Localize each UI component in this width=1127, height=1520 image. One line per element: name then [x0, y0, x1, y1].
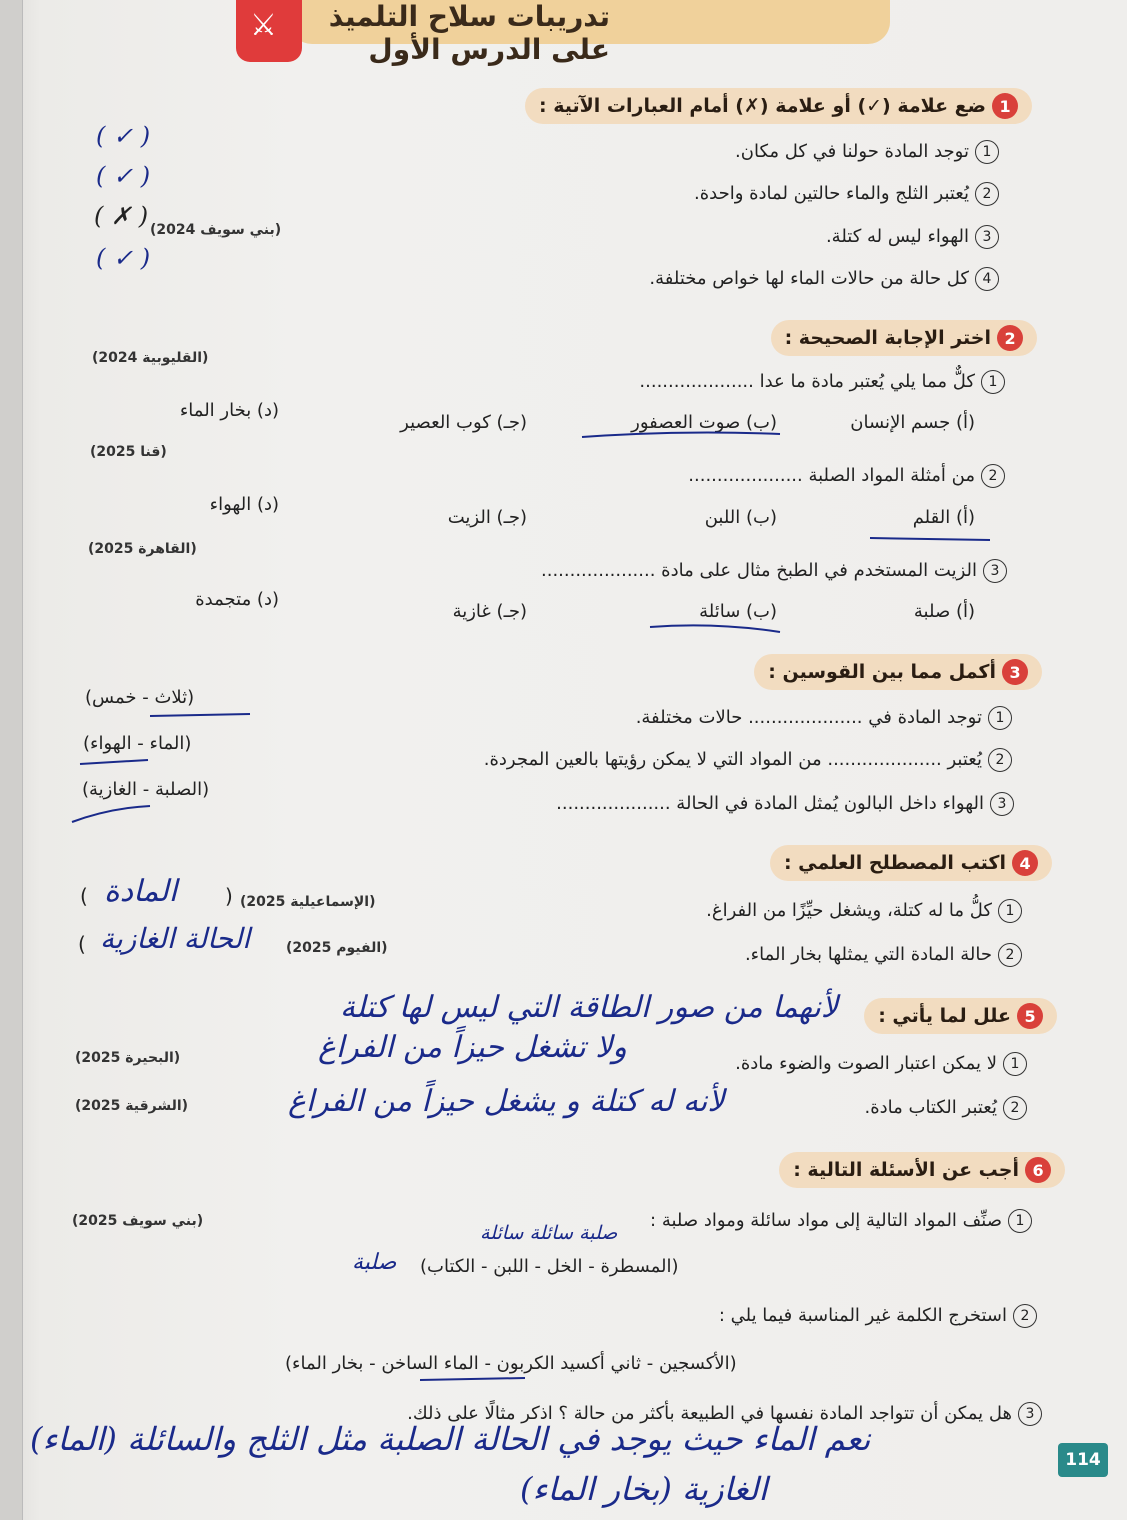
s2-q2-option-a: (أ) القلم [912, 507, 975, 528]
section-title: أجب عن الأسئلة التالية : [793, 1159, 1019, 1181]
s2-q2-source: (قنا 2025) [90, 444, 167, 460]
underline-s2q2-a [870, 538, 990, 540]
s6-q1-source: (بني سويف 2025) [72, 1213, 204, 1229]
s6-q1-hand-after: صلبة [352, 1250, 397, 1275]
s2-q3: 3الزيت المستخدم في الطبخ مثال على مادة .................... [541, 559, 1007, 583]
s6-q2: 2استخرج الكلمة غير المناسبة فيما يلي : [719, 1304, 1037, 1328]
section-number: 1 [992, 93, 1018, 119]
s2-q1-option-c: (جـ) كوب العصير [400, 412, 527, 433]
s3-choices-2: (الماء - الهواء) [83, 733, 192, 754]
s2-q1-option-d: (د) بخار الماء [179, 400, 279, 421]
s1-source-3: (بني سويف 2024) [150, 222, 282, 238]
s5-item-2: 2يُعتبر الكتاب مادة. [864, 1096, 1027, 1120]
s2-q1-source: (القليوبية 2024) [92, 350, 209, 366]
team-icon: ⚔ [250, 8, 277, 43]
s4-source-1: (الإسماعيلية 2025) [240, 894, 376, 910]
s1-answer-2: ( ✓ ) [96, 162, 151, 190]
s2-q2-option-c: (جـ) الزيت [447, 507, 527, 528]
underline-s2q3-b [650, 625, 780, 632]
underline-s3-1 [150, 714, 250, 716]
s3-choices-1: (ثلاث - خمس) [85, 687, 195, 708]
s1-item-3: 3الهواء ليس له كتلة. [826, 225, 999, 249]
page-title: تدريبات سلاح التلميذ على الدرس الأول [328, 0, 610, 66]
s2-q2-option-d: (د) الهواء [209, 494, 279, 515]
s6-q1-list: (المسطرة - الخل - اللبن - الكتاب) [420, 1256, 679, 1277]
s3-choices-3: (الصلبة - الغازية) [82, 779, 210, 800]
s5-answer-1: ولا تشغل حيزاً من الفراغ [318, 1030, 627, 1065]
s5-handwritten-answer-top: لأنهما من صور الطاقة التي ليس لها كتلة [340, 990, 838, 1025]
s5-answer-2: لأنه له كتلة و يشغل حيزاً من الفراغ [288, 1084, 725, 1119]
underline-s2q1-b [582, 433, 780, 437]
s2-q1: 1كلٌّ مما يلي يُعتبر مادة ما عدا .................... [639, 370, 1005, 394]
textbook-page: تدريبات سلاح التلميذ على الدرس الأول ⚔ 1 ضع علامة (✓) أو علامة (✗) أمام العبارات الآتية : 1توجد المادة حولنا في كل مكان. 2يُعتبر الثلج والماء حالتين لمادة واحدة. 3الهواء ليس له كتلة. 4كل حالة من حالات الماء لها خواص مختلفة. ( ✓ ) ( ✓ ) (بني سويف 2024) ( ✗ ) ( ✓ ) 2 اختر الإجابة الصحيحة : 1كلٌّ مما يلي يُعتبر مادة ما عدا .................... (القليوبية 2024) (أ) جسم الإنسان (ب) صوت العصفور (جـ) كوب العصير (د) بخار الماء 2من أمثلة المواد الصلبة .................... (قنا 2025) (أ) القلم (ب) اللبن (جـ) الزيت (د) الهواء 3الزيت المستخدم في الطبخ مثال على مادة .................... (القاهرة 2025) (أ) صلبة (ب) سائلة (جـ) غازية (د) متجمدة 3 أكمل مما بين القوسين : 1توجد المادة في .................... حالات مختلفة. 2يُعتبر .................... من المواد التي لا يمكن رؤيتها بالعين المجردة. 3الهواء داخل البالون يُمثل المادة في الحالة .................... (ثلاث - خمس) (الماء - الهواء) (الصلبة - الغازية) 4 اكتب المصطلح العلمي : 1كلُّ ما له كتلة، ويشغل حيِّزًا من الفراغ. 2حالة المادة التي يمثلها بخار الماء. (الإسماعيلية 2025) (الفيوم 2025) المادة الحالة الغازية ( ) ( 5 علل لما يأتي : لأنهما من صور الطاقة التي ليس لها كتلة 1لا يمكن اعتبار الصوت والضوء مادة. ولا تشغل حيزاً من الفراغ (البحيرة 2025) 2يُعتبر الكتاب مادة. لأنه له كتلة و يشغل حيزاً من الفراغ (الشرقية 2025) 6 أجب عن الأسئلة التالية : 1صنِّف المواد التالية إلى مواد سائلة ومواد صلبة : (بني سويف 2025) صلبة سائلة سائلة (المسطرة - الخل - اللبن - الكتاب) صلبة 2استخرج الكلمة غير المناسبة فيما يلي : (الأكسجين - ثاني أكسيد الكربون - الماء الساخن - بخار الماء) 3هل يمكن أن تتواجد المادة نفسها في الطبيعة بأكثر من حالة ؟ اذكر مثالًا على ذلك. نعم الماء حيث يوجد في الحالة الصلبة مثل الثلج والسائلة (الماء) الغازية (بخار الماء) 114 [0, 0, 1127, 1520]
section-number: 6 [1025, 1157, 1051, 1183]
s5-item-1: 1لا يمكن اعتبار الصوت والضوء مادة. [735, 1052, 1027, 1076]
s1-item-4: 4كل حالة من حالات الماء لها خواص مختلفة. [649, 267, 999, 291]
s3-item-3: 3الهواء داخل البالون يُمثل المادة في الحالة .................... [556, 792, 1014, 816]
s6-q1-hand-classify: صلبة سائلة سائلة [480, 1222, 618, 1244]
s6-q3-answer-line-2: الغازية (بخار الماء) [520, 1470, 768, 1508]
s2-q3-source: (القاهرة 2025) [88, 541, 197, 557]
s1-answer-4: ( ✓ ) [96, 244, 151, 272]
s2-q1-option-b: (ب) صوت العصفور [631, 412, 777, 433]
s2-q3-option-d: (د) متجمدة [195, 589, 279, 610]
s2-q3-option-c: (جـ) غازية [452, 601, 527, 622]
s4-item-2: 2حالة المادة التي يمثلها بخار الماء. [745, 943, 1022, 967]
section-number: 2 [997, 325, 1023, 351]
s4-answer-2: الحالة الغازية [100, 922, 251, 955]
s5-source-1: (البحيرة 2025) [75, 1050, 181, 1066]
page-number-badge: 114 [1058, 1443, 1108, 1477]
section-number: 5 [1017, 1003, 1043, 1029]
section-number: 4 [1012, 850, 1038, 876]
section-title: أكمل مما بين القوسين : [768, 661, 996, 683]
s2-q2: 2من أمثلة المواد الصلبة .................... [688, 464, 1005, 488]
s1-answer-1: ( ✓ ) [96, 122, 151, 150]
s1-item-2: 2يُعتبر الثلج والماء حالتين لمادة واحدة. [694, 182, 999, 206]
s6-q2-list: (الأكسجين - ثاني أكسيد الكربون - الماء الساخن - بخار الماء) [285, 1353, 737, 1374]
s4-answer-1: المادة [104, 874, 178, 909]
s6-q1: 1صنِّف المواد التالية إلى مواد سائلة ومواد صلبة : [650, 1209, 1032, 1233]
section-title: اكتب المصطلح العلمي : [783, 852, 1006, 874]
s1-item-1: 1توجد المادة حولنا في كل مكان. [735, 140, 999, 164]
s6-q3: 3هل يمكن أن تتواجد المادة نفسها في الطبيعة بأكثر من حالة ؟ اذكر مثالًا على ذلك. [407, 1402, 1042, 1426]
s2-q1-option-a: (أ) جسم الإنسان [850, 412, 975, 433]
s5-source-2: (الشرقية 2025) [75, 1098, 189, 1114]
section-number: 3 [1002, 659, 1028, 685]
section-title: ضع علامة (✓) أو علامة (✗) أمام العبارات الآتية : [539, 95, 986, 117]
section-title: علل لما يأتي : [878, 1005, 1011, 1027]
s2-q3-option-a: (أ) صلبة [913, 601, 975, 622]
s3-item-2: 2يُعتبر .................... من المواد التي لا يمكن رؤيتها بالعين المجردة. [484, 748, 1012, 772]
s4-item-1: 1كلُّ ما له كتلة، ويشغل حيِّزًا من الفراغ. [706, 899, 1022, 923]
s2-q3-option-b: (ب) سائلة [699, 601, 777, 622]
underline-s6q2 [420, 1378, 525, 1380]
s2-q2-option-b: (ب) اللبن [704, 507, 777, 528]
underline-s3-3 [72, 806, 150, 822]
section-title: اختر الإجابة الصحيحة : [784, 327, 991, 349]
underline-s3-2 [80, 760, 148, 764]
s3-item-1: 1توجد المادة في .................... حالات مختلفة. [636, 706, 1012, 730]
s6-q3-answer-line-1: نعم الماء حيث يوجد في الحالة الصلبة مثل الثلج والسائلة (الماء) [30, 1420, 871, 1458]
s1-answer-3: ( ✗ ) [94, 202, 149, 230]
s4-source-2: (الفيوم 2025) [286, 940, 388, 956]
